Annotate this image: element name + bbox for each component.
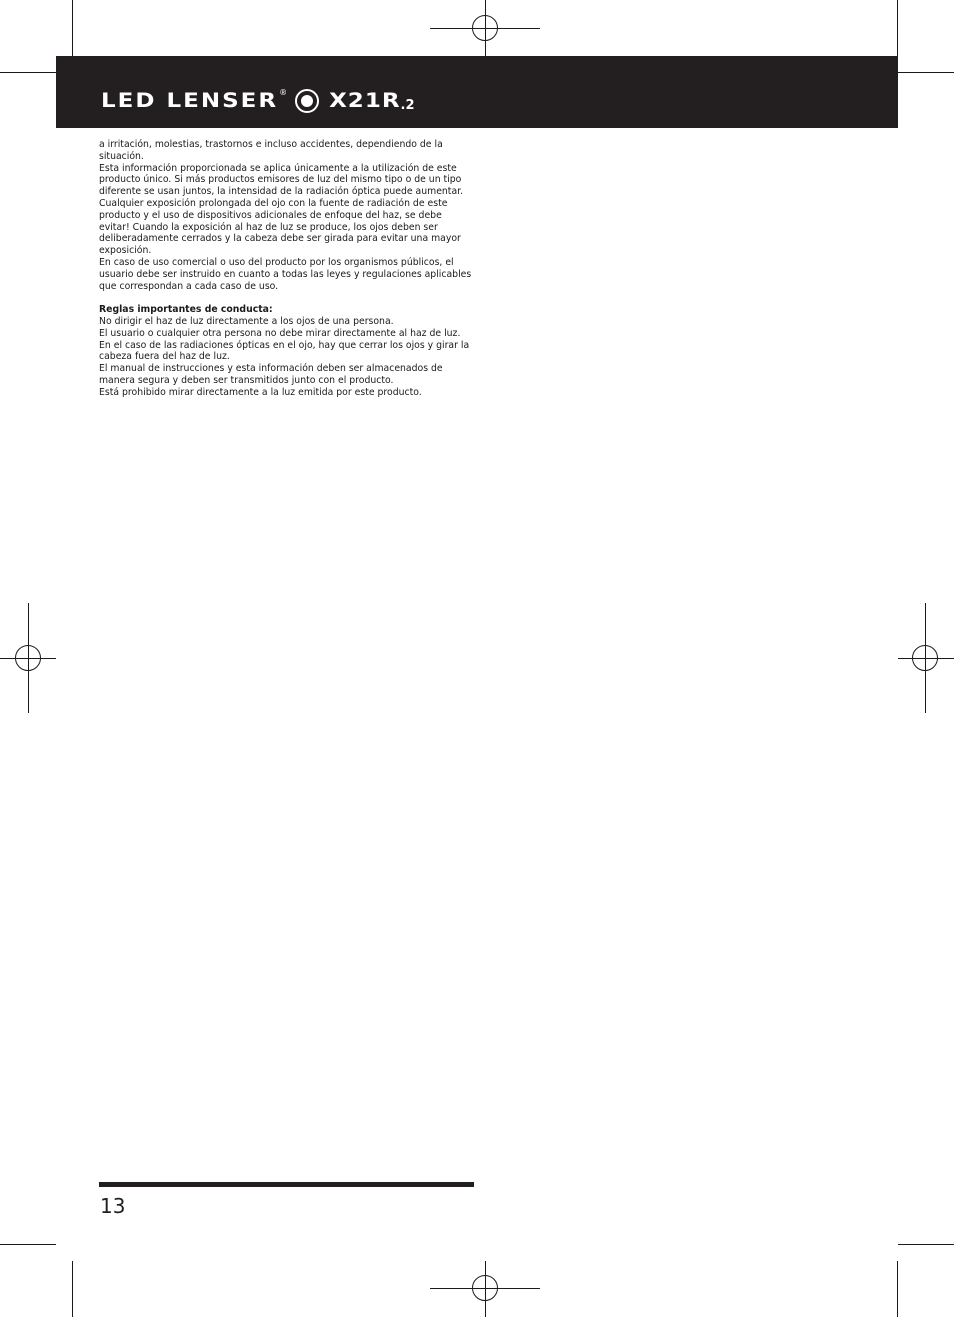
rules-heading: Reglas importantes de conducta: — [99, 304, 273, 316]
rule-item: Está prohibido mirar directamente a la luz emitida por este producto. — [99, 386, 422, 398]
crop-mark — [897, 0, 898, 56]
crop-mark — [72, 0, 73, 56]
crop-mark — [898, 72, 954, 73]
crop-mark — [0, 72, 56, 73]
header-band — [56, 56, 898, 128]
rule-item: No dirigir el haz de luz directamente a los ojos de una persona. — [99, 315, 394, 327]
led-circle-icon — [295, 89, 319, 113]
paragraph: a irritación, molestias, trastornos e incluso accidentes, dependiendo de la situación. — [99, 139, 443, 162]
paragraph: En caso de uso comercial o uso del producto por los organismos públicos, el usuario debe ser instruido en cuanto a todas las leyes y regulaciones aplicables que correspondan a cada caso de uso. — [99, 256, 472, 292]
registered-mark: ® — [279, 87, 288, 97]
rule-item: En el caso de las radiaciones ópticas en el ojo, hay que cerrar los ojos y girar la cabeza fuera del haz de luz. — [99, 339, 470, 363]
registration-circle — [15, 645, 41, 671]
registration-circle — [912, 645, 938, 671]
footer-rule — [99, 1182, 474, 1187]
paragraph: Cualquier exposición prolongada del ojo con la fuente de radiación de este producto y el uso de dispositivos adicionales de enfoque del haz, se debe evitar! Cuando la exposición al haz de luz se produce, los ojos deben ser deliberadamente cerrados y la cabeza debe ser girada para evitar una mayor exposición. — [99, 197, 461, 257]
crop-mark — [72, 1261, 73, 1317]
rule-item: El manual de instrucciones y esta información deben ser almacenados de manera segura y deben ser transmitidos junto con el producto. — [99, 363, 443, 386]
registration-circle — [472, 15, 498, 41]
crop-mark — [897, 1261, 898, 1317]
crop-mark — [898, 1244, 954, 1245]
registration-circle — [472, 1275, 498, 1301]
body-text — [99, 139, 475, 399]
rule-item: El usuario o cualquier otra persona no debe mirar directamente al haz de luz. — [99, 327, 461, 339]
brand-name: LED LENSER — [101, 89, 279, 113]
model-suffix: .2 — [400, 97, 415, 113]
model-name: X21R — [329, 89, 401, 113]
paragraph: Esta información proporcionada se aplica únicamente a la utilización de este producto único. Si más productos emisores de luz del mismo tipo o de un tipo diferente se usan juntos, la intensidad de la radiación óptica puede aumentar. — [99, 162, 464, 198]
page-number: 13 — [100, 1194, 126, 1218]
spacer — [99, 292, 475, 304]
brand-logo — [101, 87, 415, 115]
crop-mark — [0, 1244, 56, 1245]
